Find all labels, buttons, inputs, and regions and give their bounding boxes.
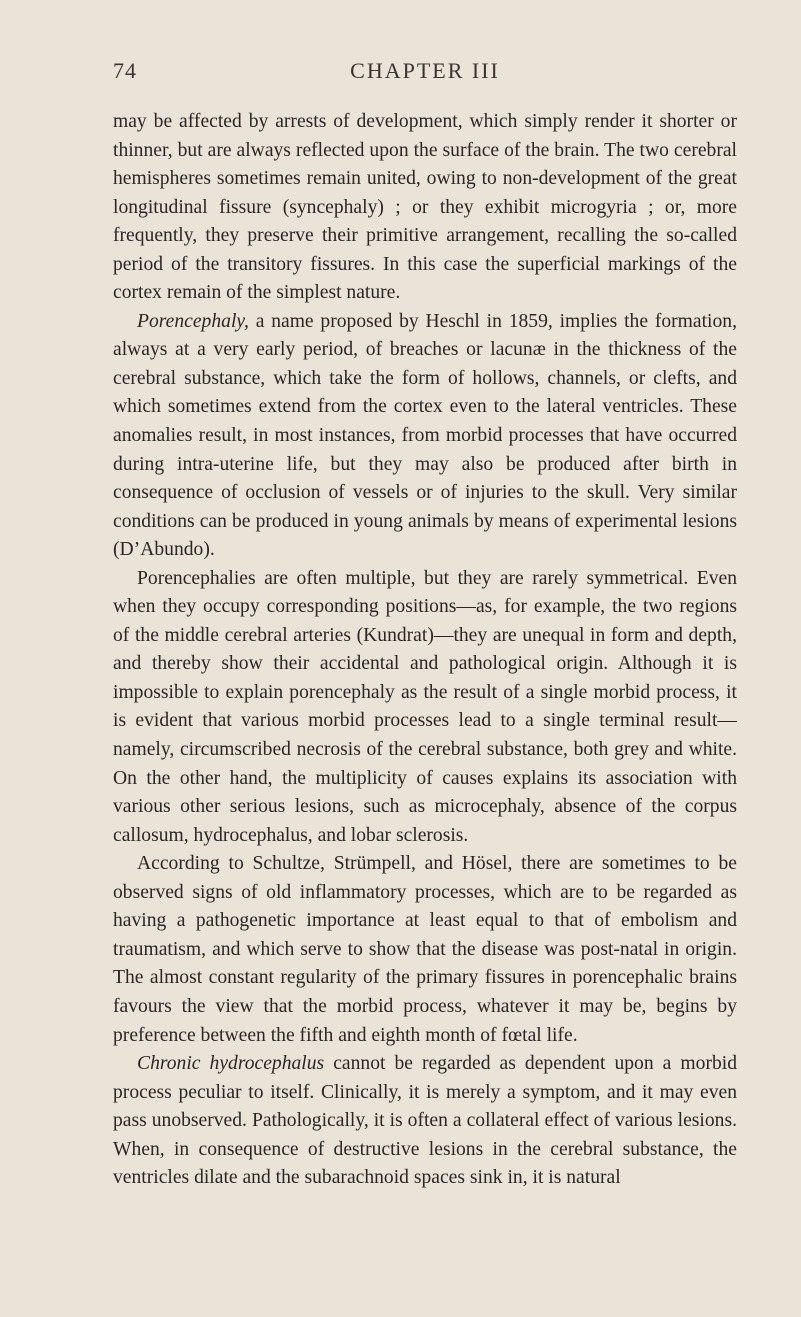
paragraph-hydrocephalus [113, 1050, 737, 1193]
term-chronic-hydrocephalus: Chronic hydrocephalus [137, 1053, 325, 1075]
running-head [113, 58, 737, 94]
paragraph-text: According to Schultze, Strümpell, and Hösel, there are sometimes to be observed signs of old inflammatory processes, which are to be regarded as having a pathogenetic importance at least equal to that of embolism and traumatism, and which serve to show that the disease was post-natal in origin. The almost constant regularity of the primary fissures in porencephalic brains favours the view that the morbid process, whatever it may be, begins by preference between the fifth and eighth month of fœtal life. [113, 853, 737, 1046]
paragraph-continued [113, 108, 737, 308]
paragraph-schultze [113, 850, 737, 1050]
paragraph-text: a name proposed by Heschl in 1859, implies the formation, always at a very early period, of breaches or lacunæ in the thickness of the cerebral substance, which take the form of hollows, channels, or clefts, and which sometimes extend from the cortex even to the lateral ventricles. These anomalies result, in most instances, from morbid processes that have occurred during intra-uterine life, but they may also be produced after birth in consequence of occlusion of vessels or of injuries to the skull. Very similar conditions can be produced in young animals by means of experimental lesions (D’Abundo). [113, 310, 737, 561]
paragraph-text: Porencephalies are often multiple, but they are rarely symmetrical. Even when they occupy corresponding positions—as, for example, the two regions of the middle cerebral arteries (Kundrat)—they are unequal in form and depth, and thereby show their accidental and pathological origin. Although it is impossible to explain porencephaly as the result of a single morbid process, it is evident that various morbid processes lead to a single terminal result—namely, circumscribed necrosis of the cerebral substance, both grey and white. On the other hand, the multiplicity of causes explains its association with various other serious lesions, such as microcephaly, absence of the corpus callosum, hydrocephalus, and lobar sclerosis. [113, 567, 737, 846]
paragraph-text: may be affected by arrests of development, which simply render it shorter or thinner, but are always reflected upon the surface of the brain. The two cerebral hemispheres sometimes remain united, owing to non-development of the great longitudinal fissure (syncephaly) ; or they exhibit microgyria ; or, more frequently, they preserve their primitive arrangement, recalling the so-called period of the transitory fissures. In this case the superficial markings of the cortex remain of the simplest nature. [113, 111, 737, 304]
paragraph-text: cannot be regarded as dependent upon a morbid process peculiar to itself. Clinically, it is merely a symptom, and it may even pass unobserved. Pathologically, it is often a collateral effect of various lesions. When, in consequence of destructive lesions in the cerebral substance, the ventricles dilate and the subarachnoid spaces sink in, it is natural [113, 1053, 738, 1189]
paragraph-porencephalies [113, 565, 737, 850]
page-number: 74 [113, 58, 137, 83]
term-porencephaly: Porencephaly, [137, 310, 249, 332]
chapter-title: CHAPTER III [350, 58, 500, 83]
paragraph-porencephaly [113, 308, 737, 565]
body-text [113, 108, 737, 1193]
